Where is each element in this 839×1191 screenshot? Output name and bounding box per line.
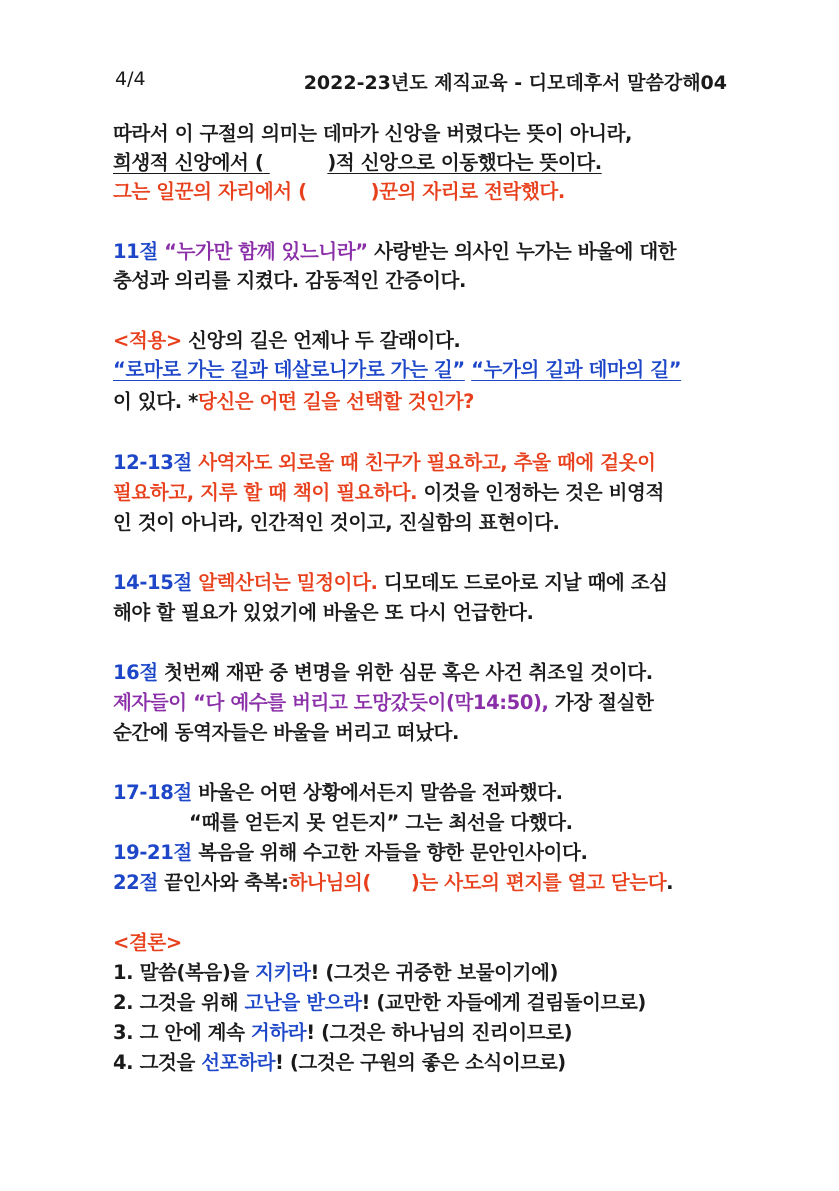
p6-purple: 제자들이 “다 예수를 버리고 도망갔듯이(막14:50), <box>113 691 549 714</box>
p7-red-a: 하나님의( <box>288 871 371 894</box>
p6-line3: 순간에 동역자들은 바울을 버리고 떠났다. <box>113 721 459 744</box>
item-prefix: 2. 그것을 위해 <box>113 991 245 1014</box>
verse-ref: 19-21절 <box>113 841 192 864</box>
p6-line2 <box>113 687 653 715</box>
p7-line3 <box>113 837 587 865</box>
p3-quote1: “로마로 가는 길과 데살로니가로 가는 길” <box>113 358 465 381</box>
conclusion-item <box>113 987 646 1015</box>
p2-line1 <box>113 236 676 264</box>
p4-red2: 필요하고, 지루 할 때 책이 필요하다. <box>113 481 418 504</box>
p3-quote2: “누가의 길과 데마의 길” <box>471 358 682 381</box>
verse-ref: 12-13절 <box>113 451 192 474</box>
verse-ref: 11절 <box>113 240 158 263</box>
verse-ref: 16절 <box>113 661 158 684</box>
verse-ref: 17-18절 <box>113 781 192 804</box>
p3-line2 <box>113 354 681 382</box>
p4-text1: 이것을 인정하는 것은 비영적 <box>417 481 664 504</box>
p7-text1: 바울은 어떤 상황에서든지 말씀을 전파했다. <box>191 781 563 804</box>
item-key: 지키라 <box>255 961 311 984</box>
p4-line1 <box>113 447 656 475</box>
p7-red-b: )는 사도의 편지를 열고 닫는다 <box>410 871 667 894</box>
verse-quote: “누가만 함께 있느니라” <box>164 240 368 263</box>
item-rest: ! (그것은 하나님의 진리이므로) <box>306 1021 573 1044</box>
p1-line2 <box>113 147 602 175</box>
conclusion-item <box>113 1017 572 1045</box>
page-header <box>115 68 727 98</box>
fill-in-blank-2 <box>307 180 371 203</box>
p4-line3: 인 것이 아니라, 인간적인 것이고, 진실함의 표현이다. <box>113 511 560 534</box>
verse-ref: 22절 <box>113 871 158 894</box>
page-number: 4/4 <box>115 68 146 90</box>
p7-text3: 복음을 위해 수고한 자들을 향한 문안인사이다. <box>191 841 588 864</box>
item-rest: ! (그것은 구원의 좋은 소식이므로) <box>275 1051 566 1074</box>
fill-in-blank-3 <box>371 871 411 894</box>
p1-line3-b: )꾼의 자리로 전락했다. <box>370 180 565 203</box>
p7-text4: 끝인사와 축복: <box>157 871 289 894</box>
conclusion-item <box>113 957 558 985</box>
item-prefix: 4. 그것을 <box>113 1051 202 1074</box>
p1-line2-b: )적 신앙으로 이동했다는 뜻이다. <box>327 151 602 174</box>
p4-red1: 사역자도 외로울 때 친구가 필요하고, 추울 때에 겉옷이 <box>191 451 656 474</box>
item-prefix: 3. 그 안에 계속 <box>113 1021 251 1044</box>
p5-text1: 디모데도 드로아로 지날 때에 조심 <box>377 571 668 594</box>
p7-line1 <box>113 777 563 805</box>
p7-line4 <box>113 867 673 895</box>
item-prefix: 1. 말씀(복음)을 <box>113 961 256 984</box>
p5-line1 <box>113 567 668 595</box>
fill-in-blank-1 <box>263 151 327 174</box>
p1-line3 <box>113 176 565 204</box>
p3-question: 당신은 어떤 길을 선택할 것인가? <box>197 390 475 413</box>
p1-line3-a: 그는 일꾼의 자리에서 ( <box>113 180 307 203</box>
p6-line1 <box>113 657 653 685</box>
p3-text1: 신앙의 길은 언제나 두 갈래이다. <box>181 329 461 352</box>
document-title: 2022-23년도 제직교육 - 디모데후서 말씀강해04 <box>303 72 727 94</box>
p1-line2-a: 희생적 신앙에서 ( <box>113 151 264 174</box>
p2-text1: 사랑받는 의사인 누가는 바울에 대한 <box>367 240 677 263</box>
p5-line2: 해야 할 필요가 있었기에 바울은 또 다시 언급한다. <box>113 601 534 624</box>
verse-ref: 14-15절 <box>113 571 192 594</box>
p7-line2: “때를 얻든지 못 얻든지” 그는 최선을 다했다. <box>189 811 573 834</box>
item-rest: ! (교만한 자들에게 걸림돌이므로) <box>361 991 646 1014</box>
p1-line1: 따라서 이 구절의 의미는 데마가 신앙을 버렸다는 뜻이 아니라, <box>113 122 633 145</box>
item-rest: ! (그것은 귀중한 보물이기에) <box>310 961 558 984</box>
conclusion-title: <결론> <box>113 931 182 954</box>
p3-text2: 이 있다. * <box>113 390 198 413</box>
p6-text1: 첫번째 재판 중 변명을 위한 심문 혹은 사건 취조일 것이다. <box>157 661 653 684</box>
p3-line3 <box>113 386 474 414</box>
p3-line1 <box>113 325 460 353</box>
p7-end: . <box>666 871 674 894</box>
application-tag: <적용> <box>113 329 182 352</box>
p6-text2: 가장 절실한 <box>548 691 654 714</box>
item-key: 선포하라 <box>201 1051 276 1074</box>
item-key: 고난을 받으라 <box>244 991 362 1014</box>
p2-line2: 충성과 의리를 지켰다. 감동적인 간증이다. <box>113 269 467 292</box>
p5-red: 알렉산더는 밀정이다. <box>191 571 378 594</box>
conclusion-item <box>113 1047 566 1075</box>
item-key: 거하라 <box>250 1021 307 1044</box>
p4-line2 <box>113 477 664 505</box>
